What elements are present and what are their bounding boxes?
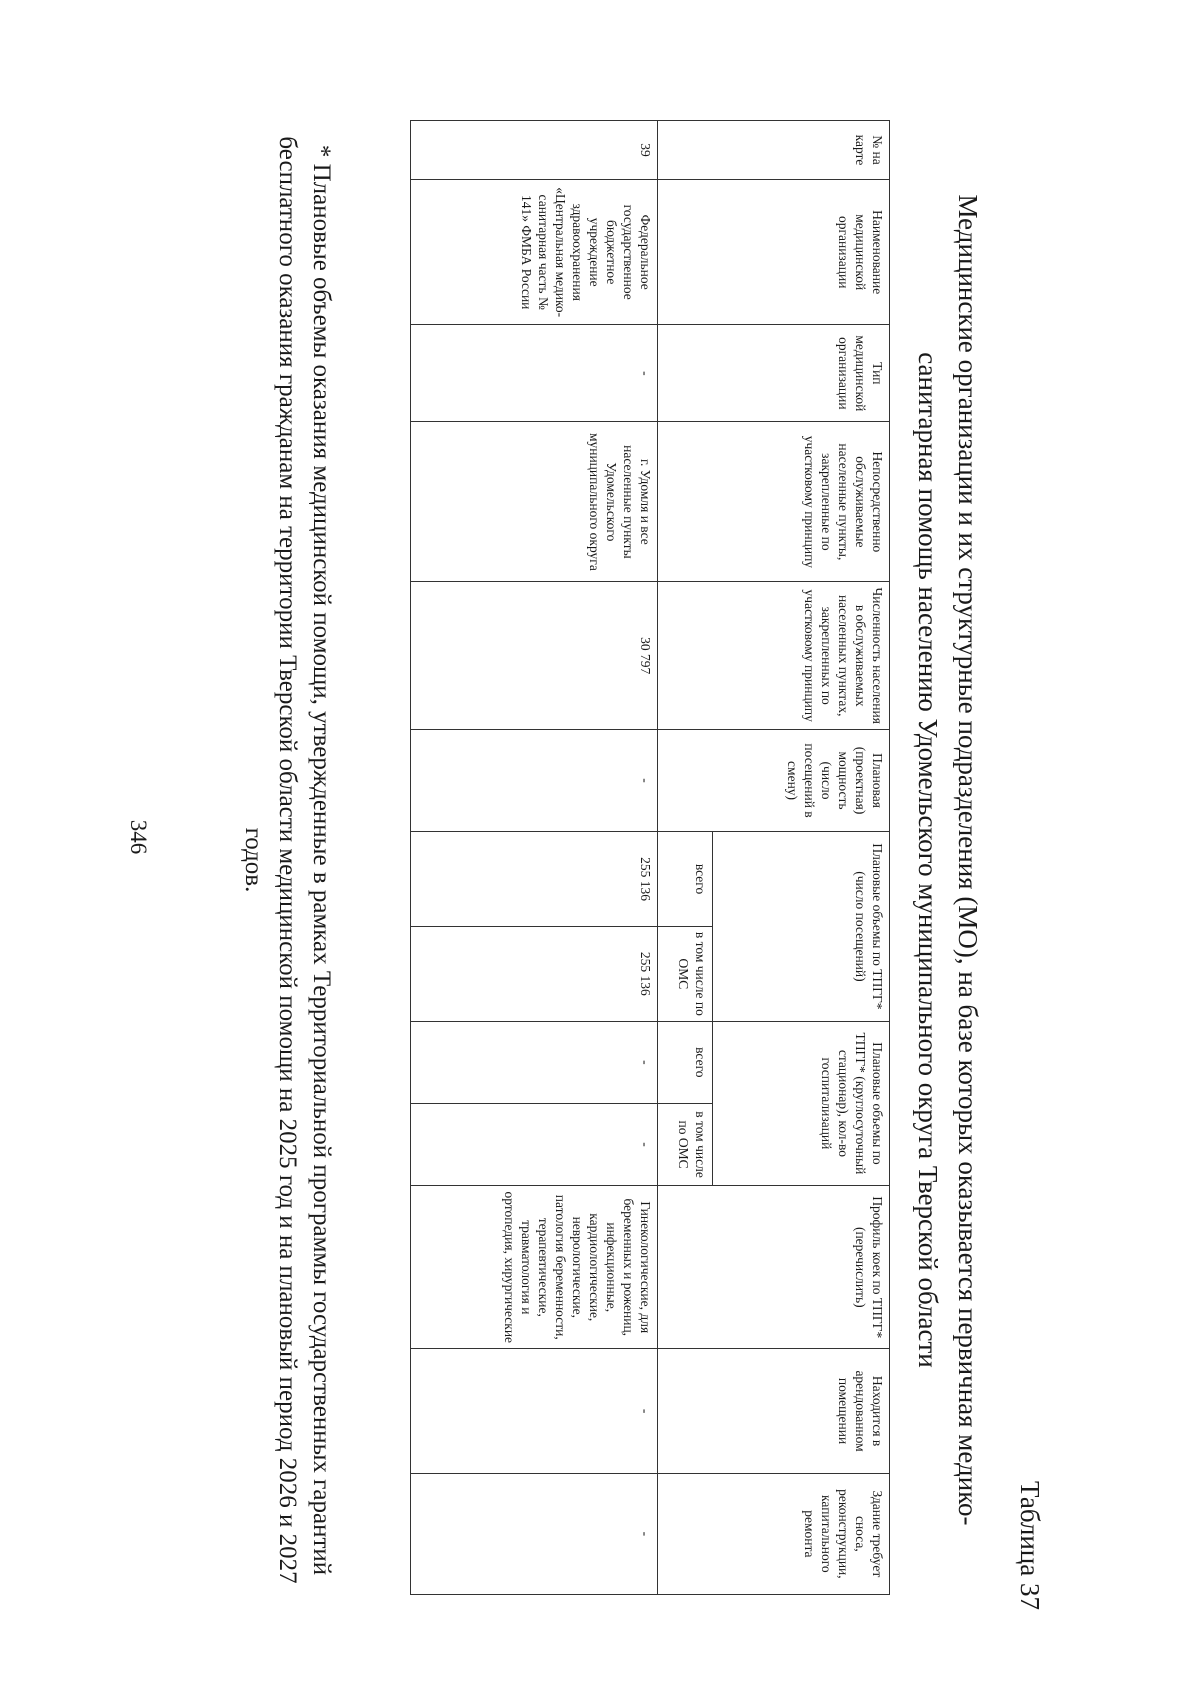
cell-population: 30 797 (411, 582, 658, 730)
header-visits-total: всего (658, 832, 713, 927)
header-population: Численность населения в обслуживаемых населенных пунктах, закрепленных по участковому принципу (658, 582, 890, 730)
header-hosp-total: всего (658, 1021, 713, 1103)
header-served-localities: Непосредственно обслуживаемые населенные пункты, закрепленные по участковому принципу (658, 422, 890, 582)
header-rented: Находится в арендованном помещении (658, 1349, 890, 1473)
title-line-1: Медицинские организации и их структурные подразделения (МО), на базе которых оказывается первичная медико- (953, 194, 983, 1526)
header-hosp-oms: в том числе по ОМС (658, 1103, 713, 1185)
title-line-2: санитарная помощь населению Удомельского муниципального округа Тверской области (913, 352, 943, 1368)
cell-hosp-oms: - (411, 1103, 658, 1185)
footnote-line-1: * Плановые объемы оказания медицинской помощи, утвержденные в рамках Территориальной программы государственных гарантий (308, 144, 335, 1576)
cell-map-no: 39 (411, 121, 658, 180)
cell-hosp-total: - (411, 1021, 658, 1103)
cell-visits-oms: 255 136 (411, 926, 658, 1021)
cell-visits-total: 255 136 (411, 832, 658, 927)
table-row (411, 121, 658, 1595)
table-header-row (713, 121, 890, 1595)
cell-bed-profile: Гинекологические, для беременных и рожениц, инфекционные, кардиологические, неврологические, патология беременности, терапевтические, травматология и ортопедия, хирургические (411, 1186, 658, 1349)
footnote-line-2: бесплатного оказания гражданам на территории Тверской области медицинской помощи на 2025 год и на плановый период 2026 и 2027 годов. (240, 136, 301, 1584)
cell-org-type: - (411, 325, 658, 422)
header-bed-profile: Профиль коек по ТПГГ* (перечислить) (658, 1186, 890, 1349)
header-org-name: Наименование медицинской организации (658, 180, 890, 325)
header-map-no: № на карте (658, 121, 890, 180)
cell-org-name: Федеральное государственное бюджетное учреждение здравоохранения «Центральная медико-санитарная часть № 141» ФМБА России (411, 180, 658, 325)
medical-organizations-table (410, 120, 890, 1595)
footnote (236, 130, 338, 1590)
rotated-page-content (170, 100, 1050, 1620)
header-org-type: Тип медицинской организации (658, 325, 890, 422)
cell-served-localities: г. Удомля и все населенные пункты Удомельского муниципального округа (411, 422, 658, 582)
table-label: Таблица 37 (1015, 1481, 1045, 1610)
header-visits-oms: в том числе по ОМС (658, 926, 713, 1021)
page-number: 346 (126, 819, 151, 855)
document-title (908, 160, 988, 1560)
cell-capacity: - (411, 729, 658, 831)
header-hospitalizations-group: Плановые объемы по ТПГГ* (круглосуточный стационар), кол-во госпитализаций (713, 1021, 890, 1185)
header-visits-group: Плановые объемы по ТПГГ* (число посещений) (713, 832, 890, 1022)
header-building-condition: Здание требует сноса, реконструкции, капитального ремонта (658, 1473, 890, 1594)
header-capacity: Плановая (проектная) мощность (число посещений в смену) (658, 729, 890, 831)
cell-rented: - (411, 1349, 658, 1473)
cell-building-condition: - (411, 1473, 658, 1594)
